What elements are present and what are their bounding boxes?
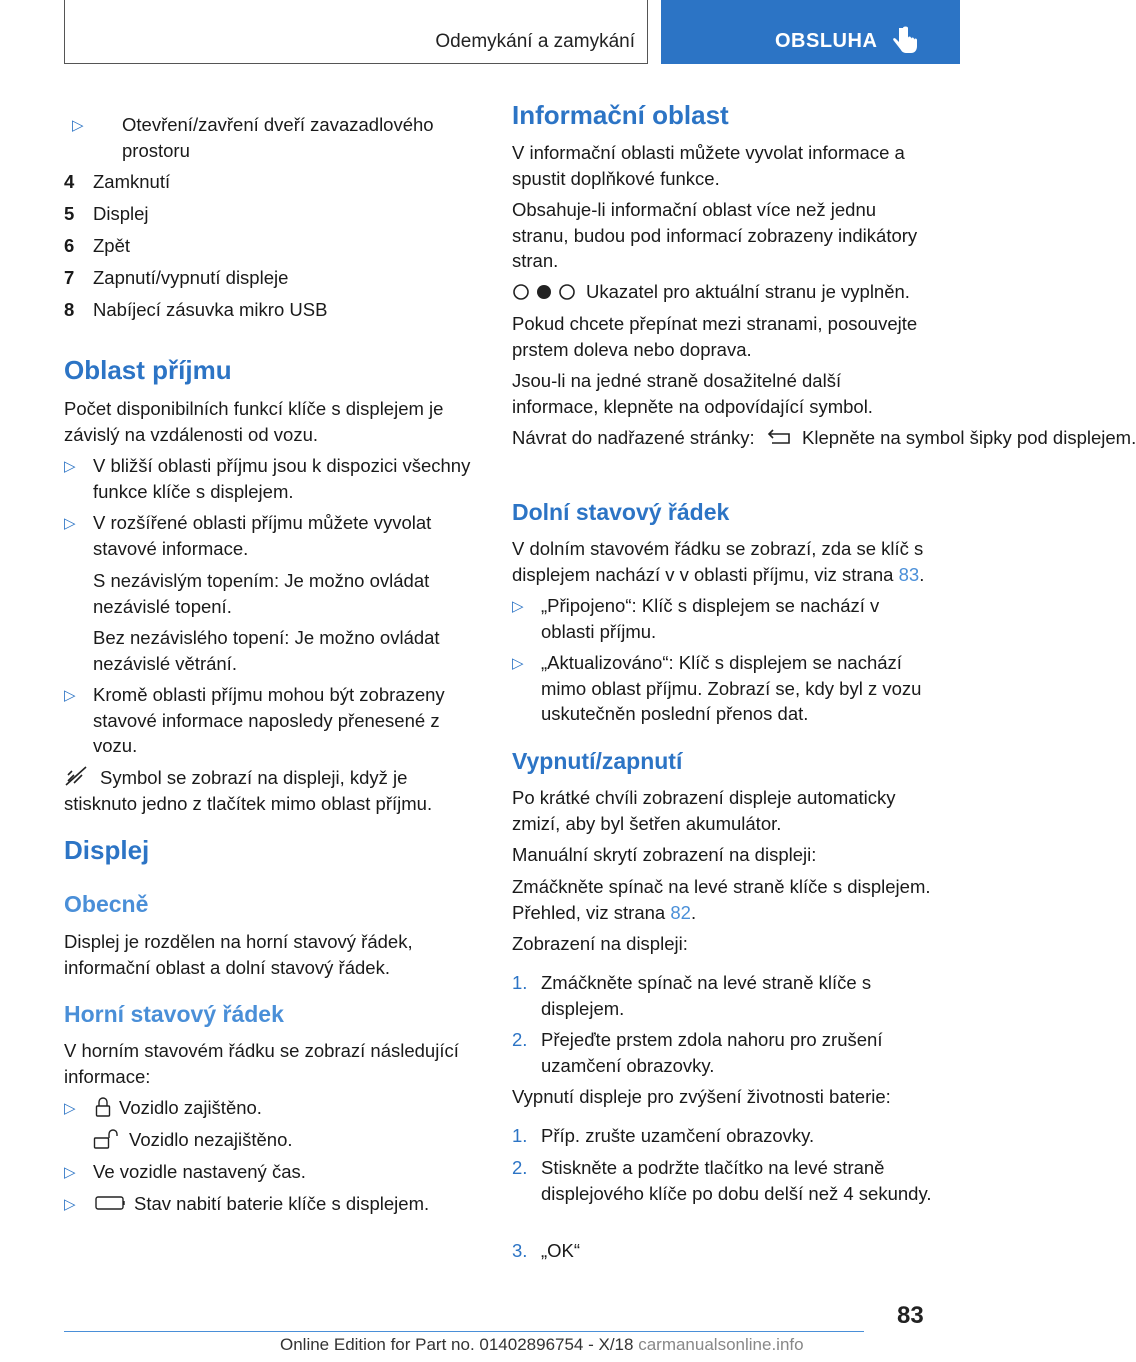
item-label: Nabíjecí zásuvka mikro USB (93, 299, 328, 320)
footer-edition-text: Online Edition for Part no. 01402896754 - X/18 (280, 1335, 634, 1354)
list-item (512, 1027, 932, 1078)
vyp-paragraph-link: Zmáčkněte spínač na levé straně klíče s displejem. Přehled, viz strana 82. (512, 876, 931, 923)
item-label: Zapnutí/vypnutí displeje (93, 267, 289, 288)
footer-watermark: carmanualsonline.info (638, 1335, 804, 1354)
return-arrow-icon (766, 429, 794, 447)
list-item (512, 1155, 932, 1206)
page-indicator-dots-icon (512, 282, 578, 302)
info-paragraph: V informační oblasti můžete vyvolat informace a spustit doplňkové funkce. (512, 142, 905, 189)
vyp-heading: Vypnutí/zapnutí (512, 748, 683, 774)
step-text: Přejeďte prstem zdola nahoru pro zrušení uzamčení obrazovky. (541, 1029, 883, 1076)
step-text: Stiskněte a podržte tlačítko na levé straně displejového klíče po dobu delší než 4 sekundy. (541, 1157, 932, 1204)
item-number: 4 (64, 171, 75, 192)
numbered-list (64, 169, 480, 329)
list-item (512, 593, 932, 644)
step-text: „OK“ (541, 1240, 581, 1261)
info-back-paragraph (512, 425, 1136, 451)
bullet-sub-paragraph: S nezávislým topením: Je možno ovládat nezávislé topení. (93, 570, 430, 617)
bullet-text: V bližší oblasti příjmu jsou k dispozici všechny funkce klíče s displejem. (93, 455, 471, 502)
info-paragraph: Obsahuje-li informační oblast více než jednu stranu, budou pod informací zobrazeny indikátory stran. (512, 199, 918, 271)
item-number: 8 (64, 299, 75, 320)
vyp-paragraph: Po krátké chvíli zobrazení displeje automaticky zmizí, aby byl šetřen akumulátor. (512, 787, 896, 834)
vyp-text: Zmáčkněte spínač na levé straně klíče s displejem. Přehled, viz strana (512, 876, 931, 923)
symbol-text: Symbol se zobrazí na displeji, když je stisknuto jedno z tlačítek mimo oblast příjmu. (64, 767, 433, 814)
list-item (64, 682, 480, 759)
bullet-text: Kromě oblasti příjmu mohou být zobrazeny stavové informace naposledy přenesené z vozu. (93, 684, 445, 756)
dolni-text: V dolním stavovém řádku se zobrazí, zda se klíč s displejem nachází v v oblasti příjmu, viz strana (512, 538, 924, 585)
hand-pointer-icon (893, 26, 919, 56)
step-number: 3. (512, 1240, 528, 1261)
step-number: 1. (512, 972, 528, 993)
lock-open-icon (93, 1128, 121, 1150)
vyp-paragraph: Manuální skrytí zobrazení na displeji: (512, 844, 817, 865)
info-paragraph: Jsou-li na jedné straně dosažitelné další informace, klepněte na odpovídající symbol. (512, 370, 873, 417)
bullet-text: Vozidlo zajištěno. (119, 1097, 262, 1118)
list-item (64, 201, 480, 233)
page-number: 83 (897, 1302, 924, 1329)
info-indicator-text: Ukazatel pro aktuální stranu je vyplněn. (586, 281, 910, 302)
header-section-title: Odemykání a zamykání (435, 31, 635, 52)
list-item (64, 233, 480, 265)
bullet-sub-paragraph: Bez nezávislého topení: Je možno ovládat nezávislé větrání. (93, 627, 440, 674)
info-back-text: Návrat do nadřazené stránky: (512, 427, 755, 448)
step-text: Příp. zrušte uzamčení obrazovky. (541, 1125, 815, 1146)
bullet-triangle-icon: ▷ (64, 458, 76, 475)
list-item (64, 169, 480, 201)
header-chapter-tab (661, 0, 960, 64)
horni-heading: Horní stavový řádek (64, 1001, 284, 1027)
horni-intro: V horním stavovém řádku se zobrazí následující informace: (64, 1040, 459, 1087)
displej-heading: Displej (64, 835, 150, 865)
bullet-text: V rozšířené oblasti příjmu můžete vyvolat stavové informace. (93, 512, 432, 559)
page-link[interactable]: 83 (898, 563, 920, 585)
bullet-triangle-icon: ▷ (64, 687, 76, 704)
item-trunk-text: Otevření/zavření dveří zavazadlového prostoru (122, 114, 434, 161)
list-item (64, 112, 480, 163)
item-number: 7 (64, 267, 75, 288)
vyp-paragraph: Zobrazení na displeji: (512, 933, 688, 954)
list-item (512, 1123, 932, 1149)
bullet-triangle-icon: ▷ (64, 1196, 76, 1213)
dolni-heading: Dolní stavový řádek (512, 499, 730, 525)
lock-closed-icon (95, 1096, 111, 1118)
bullet-triangle-icon: ▷ (64, 1100, 76, 1117)
step-number: 1. (512, 1125, 528, 1146)
obecne-text: Displej je rozdělen na horní stavový řádek, informační oblast a dolní stavový řádek. (64, 931, 413, 978)
oblast-heading: Oblast příjmu (64, 355, 232, 385)
list-item (64, 265, 480, 297)
bullet-triangle-icon: ▷ (512, 598, 524, 615)
info-paragraph: Pokud chcete přepínat mezi stranami, posouvejte prstem doleva nebo doprava. (512, 313, 918, 360)
list-item (512, 1238, 932, 1264)
symbol-paragraph (64, 765, 480, 816)
bullet-text: Vozidlo nezajištěno. (129, 1129, 293, 1150)
bullet-triangle-icon: ▷ (64, 515, 76, 532)
info-back-text-2: Klepněte na symbol šipky pod displejem. (802, 427, 1136, 448)
item-number: 6 (64, 235, 75, 256)
page-link[interactable]: 82 (670, 901, 691, 923)
list-item (512, 970, 932, 1021)
step-text: Zmáčkněte spínač na levé straně klíče s displejem. (541, 972, 872, 1019)
bullet-text: Stav nabití baterie klíče s displejem. (134, 1193, 430, 1214)
item-label: Displej (93, 203, 149, 224)
list-item (64, 297, 480, 329)
item-label: Zamknutí (93, 171, 171, 192)
item-label: Zpět (93, 235, 131, 256)
step-number: 2. (512, 1157, 528, 1178)
list-item (512, 650, 932, 727)
bullet-text: „Připojeno“: Klíč s displejem se nachází v oblasti příjmu. (541, 595, 880, 642)
footer-edition (280, 1335, 804, 1355)
bullet-text: „Aktualizováno“: Klíč s displejem se nachází mimo oblast příjmu. Zobrazí se, kdy byl z vozu uskutečněn poslední přenos dat. (541, 652, 922, 724)
list-item (64, 510, 480, 561)
obecne-heading: Obecně (64, 891, 149, 917)
bullet-triangle-icon: ▷ (512, 655, 524, 672)
battery-icon (95, 1195, 127, 1211)
info-heading: Informační oblast (512, 100, 729, 130)
footer-divider (64, 1331, 864, 1332)
dolni-paragraph: V dolním stavovém řádku se zobrazí, zda se klíč s displejem nachází v v oblasti příjmu, viz strana 83. (512, 538, 925, 585)
signal-out-of-range-icon (64, 765, 90, 787)
step-number: 2. (512, 1029, 528, 1050)
item-number: 5 (64, 203, 75, 224)
header-chapter-title: OBSLUHA (775, 30, 878, 52)
bullet-text: Ve vozidle nastavený čas. (93, 1161, 306, 1182)
vyp-paragraph: Vypnutí displeje pro zvýšení životnosti baterie: (512, 1086, 891, 1107)
oblast-intro: Počet disponibilních funkcí klíče s displejem je závislý na vzdálenosti od vozu. (64, 398, 444, 445)
bullet-triangle-icon: ▷ (64, 1164, 76, 1181)
list-item (64, 453, 480, 504)
bullet-triangle-icon: ▷ (72, 117, 84, 134)
header-section-box (64, 0, 648, 64)
